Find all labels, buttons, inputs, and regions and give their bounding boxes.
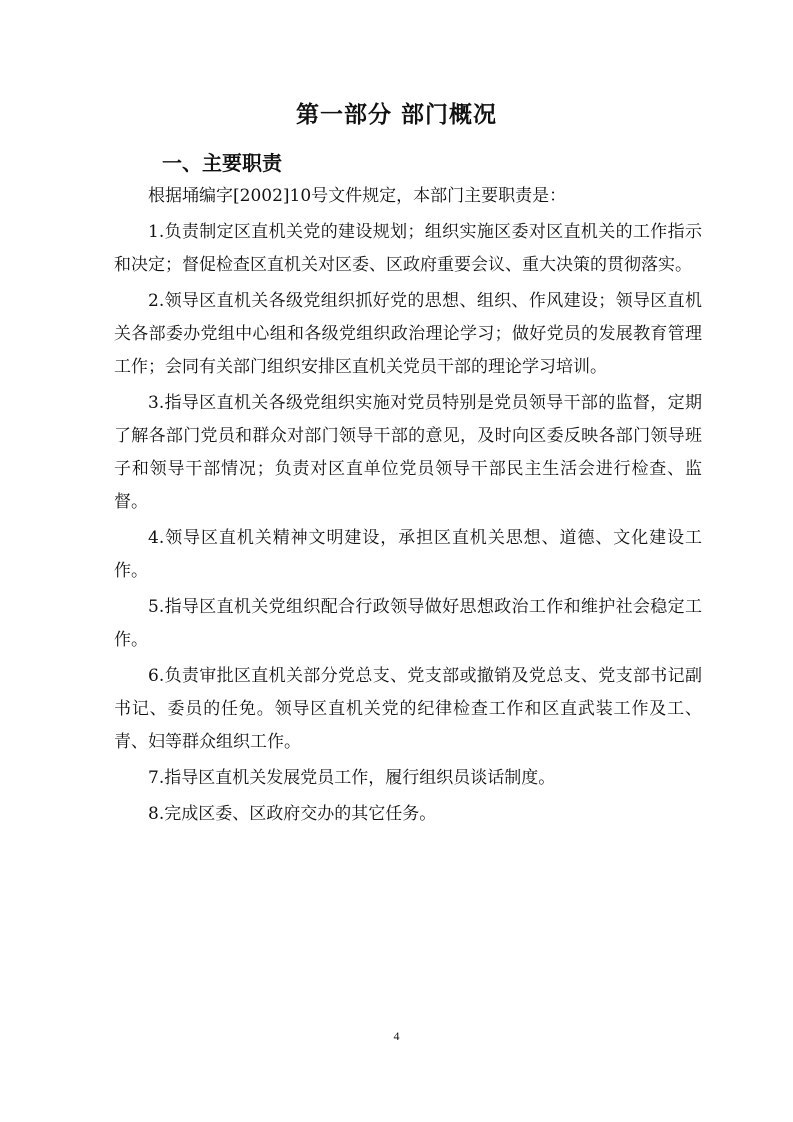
section-heading: 一、主要职责 bbox=[162, 151, 282, 175]
duty-item-7: 7.指导区直机关发展党员工作，履行组织员谈话制度。 bbox=[148, 768, 556, 788]
duty-item-6: 6.负责审批区直机关部分党总支、党支部或撤销及党总支、党支部书记副书记、委员的任免。领导区直机关党的纪律检查工作和区直武装工作及工、青、妇等群众组织工作。 bbox=[114, 666, 702, 752]
duty-item-8: 8.完成区委、区政府交办的其它任务。 bbox=[148, 804, 437, 824]
document-body bbox=[114, 180, 702, 834]
duty-item-1: 1.负责制定区直机关党的建设规划；组织实施区委对区直机关的工作指示和决定；督促检查区直机关对区委、区政府重要会议、重大决策的贯彻落实。 bbox=[114, 222, 702, 275]
duty-item-4: 4.领导区直机关精神文明建设，承担区直机关思想、道德、文化建设工作。 bbox=[114, 528, 702, 581]
page-title: 第一部分 部门概况 bbox=[295, 102, 497, 128]
page-number: 4 bbox=[393, 1029, 400, 1043]
intro-paragraph: 根据埇编字[2002]10号文件规定，本部门主要职责是： bbox=[148, 186, 567, 206]
duty-item-2: 2.领导区直机关各级党组织抓好党的思想、组织、作风建设；领导区直机关各部委办党组中心组和各级党组织政治理论学习；做好党员的发展教育管理工作；会同有关部门组织安排区直机关党员干部的理论学习培训。 bbox=[114, 291, 702, 377]
duty-item-3: 3.指导区直机关各级党组织实施对党员特别是党员领导干部的监督，定期了解各部门党员和群众对部门领导干部的意见，及时向区委反映各部门领导班子和领导干部情况；负责对区直单位党员领导干部民主生活会进行检查、监督。 bbox=[114, 393, 702, 512]
duty-item-5: 5.指导区直机关党组织配合行政领导做好思想政治工作和维护社会稳定工作。 bbox=[114, 597, 702, 650]
